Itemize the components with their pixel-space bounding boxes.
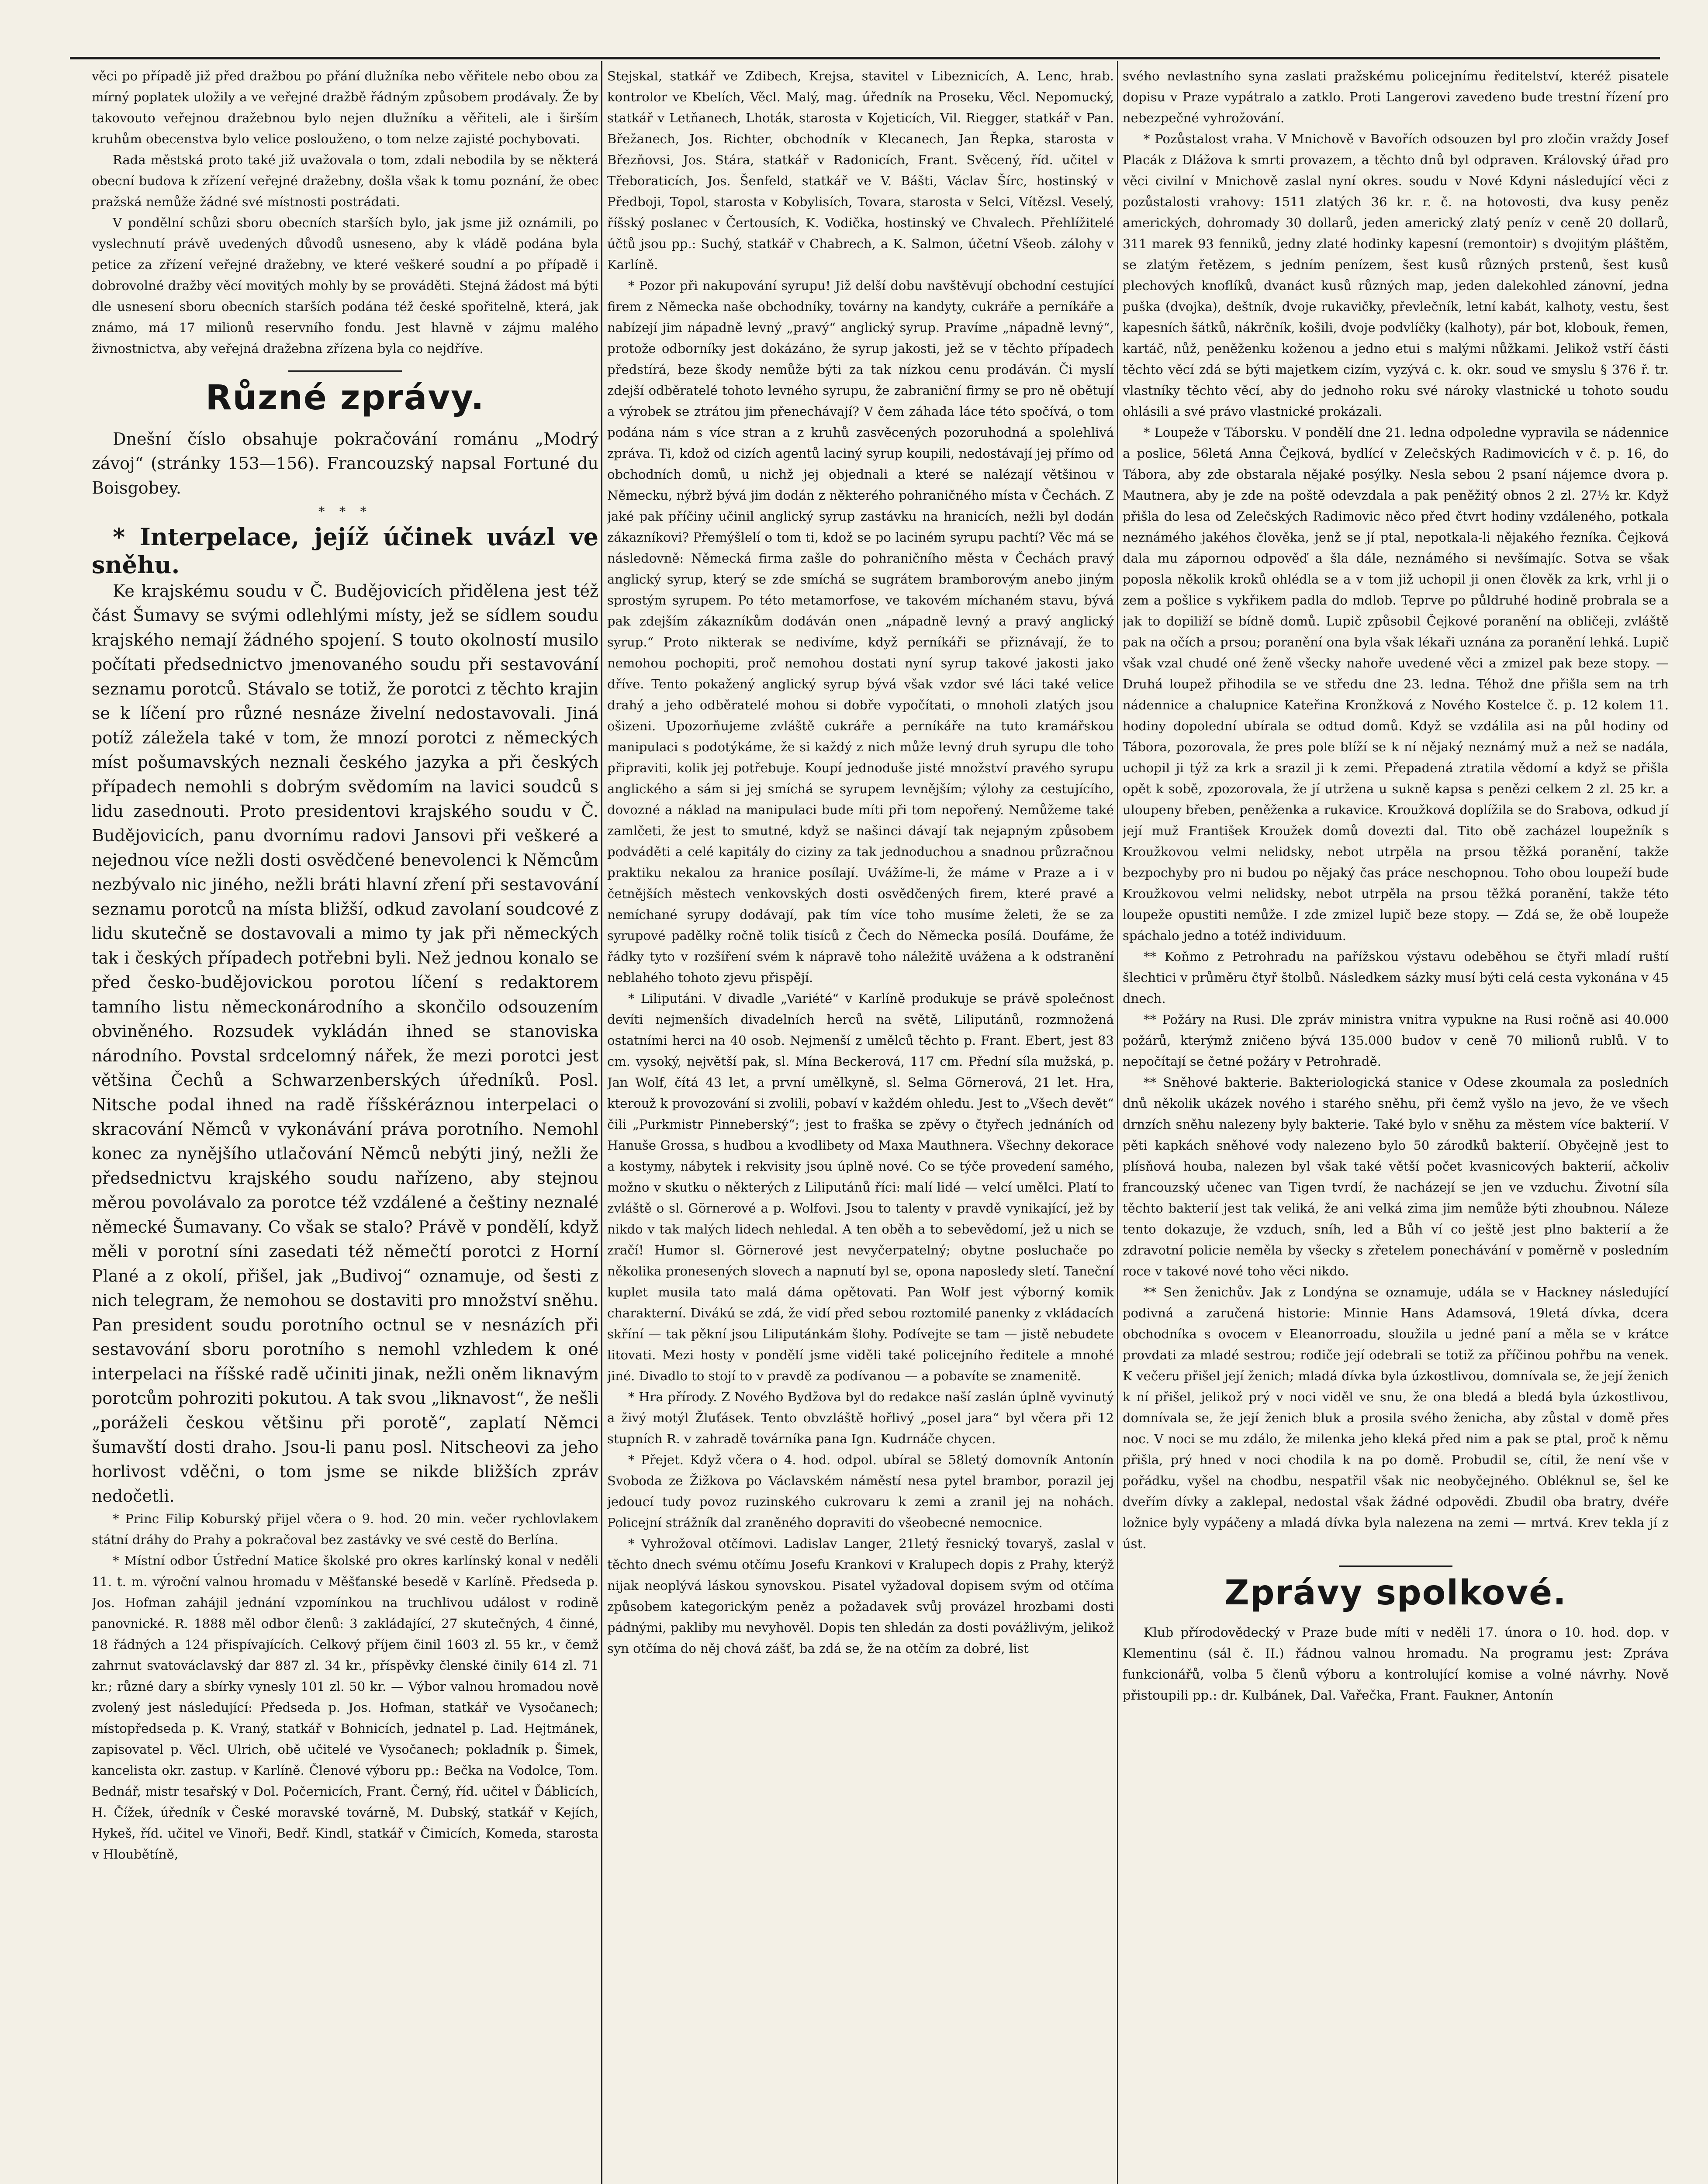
- paragraph: * Vyhrožoval otčímovi. Ladislav Langer, 21letý řesnický tovaryš, zaslal v těchto dnech svému otčímu Josefu Krankovi v Kralupech dopis z Prahy, kterýž nijak neoplývá láskou synovskou. Pisatel vyžadoval dopisem svým od otčíma způsobem kategorickým peněz a požadavek svůj provázel hrozbami dosti pádnými, pakliby mu nevyhověl. Dopis ten shledán za dosti povážlivým, jelikož syn otčíma do něj chová zášť, ba zdá se, že na otčím za dobré, list: [607, 1536, 1114, 1656]
- paragraph: * Loupeže v Táborsku. V pondělí dne 21. ledna odpoledne vypravila se nádennice a poslice, 56letá Anna Čejková, bydlící v Zelečských Radimovicích v č. p. 16, do Tábora, aby zde obstarala nějaké posýlky. Nesla sebou 2 psaní nájemce dvora p. Mautnera, aby je zde na poště odevzdala a pak peněžitý obnos 2 zl. 27½ kr. Když přišla do lesa od Zelečských Radimovic něco před čtvrt hodiny vzdáleného, potkala neznámého jakéhos člověka, jenž se jí ptal, nepotkala-li nějakého řezníka. Čejková dala mu zápornou odpověď a šla dále, neznámého si nevšímajíc. Sotva se však poposla několik kroků ohlédla se a v tom již uchopil ji onen člověk za krk, vrhl ji o zem a pošlice s vykřikem padla do mdlob. Teprve po půldruhé hodině probrala se a jak to dopiliží se bídně domů. Lupič způsobil Čejkové poranění na obličeji, zvláště pak na očích a prsou; poranění ona byla však lékaři uznána za poranění lehká. Lupič však vzal chudé oné ženě všecky nahoře uvedené věci a zmizel pak beze stopy. — Druhá loupež přihodila se ve středu dne 23. ledna. Téhož dne přišla sem na trh nádennice a chalupnice Kateřina Kronžková z Nového Kostelce č. p. 12 kolem 11. hodiny dopolední ubírala se odtud domů. Když se vzdálila asi na půl hodiny od Tábora, pozorovala, že pres pole blíží se k ní nějaký neznámý muž a než se nadála, uchopil ji týž za krk a srazil ji k zemi. Přepadená ztratila vědomí a když se přišla opět k sobě, zpozorovala, že jí utržena u sukně kapsa s penězi celkem 2 zl. 25 kr. a uloupeny břeben, peněženka a rukavice. Kroužková doplížila se do Srabova, odkud jí její muž František Kroužek domů dovezti dal. Tito obě zacházel loupežník s Kroužkovou velmi nelidsky, nebot utrpěla na prsou těžká poranění, takže bezpochyby pro ni budou po nějaký čas práce neschopnou. Toho obou loupeží bude Kroužkovou velmi nelidsky, nebot utrpěla na prsou těžká poranění, takže této loupeže opustiti nemůže. I zde zmizel lupič beze stopy. — Zdá se, že obě loupeže spáchalo jedno a totéž individuum.: [1123, 425, 1669, 943]
- ornament: * * *: [318, 504, 372, 519]
- paragraph: svého nevlastního syna zaslati pražskému policejnímu ředitelství, kteréž pisatele dopisu v Praze vypátralo a zatklo. Proti Langerovi zavedeno bude trestní řízení pro nebezpečné vyhrožování.: [1123, 69, 1669, 125]
- paragraph: * Princ Filip Koburský přijel včera o 9. hod. 20 min. večer rychlovlakem státní dráhy do Prahy a pokračoval bez zastávky ve své cestě do Berlína.: [92, 1511, 598, 1547]
- header-rule: [288, 370, 402, 372]
- paragraph: * Pozor při nakupování syrupu! Již delší dobu navštěvují obchodní cestující firem z Německa naše obchodníky, továrny na kandyty, cukráře a perníkáře a nabízejí jim nápadně levný „pravý“ anglický syrup. Pravíme „nápadně levný“, protože odborníky jest dokázáno, že syrup jakosti, jež se v těchto případech předstírá, beze škody nemůže býti za tak nízkou cenu prodáván. Či myslí zdejší odběratelé tohoto levného syrupu, že zabraniční firmy se pro ně obětují a výrobek se ztrátou jim přenechávají? V čem záhada láce této spočívá, o tom podána nám s více stran a z kruhů zasvěcených pozoruhodná a spolehlivá zpráva. Ti, kdož od cizích agentů laciný syrup koupili, nedostávají jej přímo od obchodních domů, u nichž jej objednali a které se nalézají většinou v Německu, nýbrž bývá jim dodán z některého pohraničného místa v Čechách. Z jaké pak příčiny učinil anglický syrup zastávku na hranicích, nežli byl dodán zákazníkovi? Přemýšlelí o tom ti, kdož se po laciném syrupu pachtí? Věc má se následovně: Německá firma zašle do pohraničního města v Čechách pravý anglický syrup, který se zde smíchá se sugrátem bramborovým anebo jiným sprostým syrupem. Po této metamorfose, ve takovém míchaném stavu, bývá pak zdejším zákazníkům dodáván onen „nápadně levný a pravý anglický syrup.“ Proto nikterak se nedivíme, když perníkáři se přiznávají, že to nemohou pochopiti, proč nemohou dostati nyní syrup takové jakosti jako dříve. Tento pokažený anglický syrup bývá však vzdor své láci také velice drahý a jeho odběratelé mohou si dobře vypočítati, o mnoholi zlatých jsou ošizeni. Upozorňujeme zvláště cukráře a perníkáře na tuto kramářskou manipulaci s podotýkáme, že si každý z nich může levný druh syrupu dle toho připraviti, kolik jej potřebuje. Koupí jednoduše jisté množství pravého syrupu anglického a sám si jej smíchá se syrupem levnějším; výlohy za cestujícího, dovozné a náklad na manipulaci bude míti při tom nepořený. Nemůžeme také zamlčeti, že jest to smutné, když se našinci dávají tak nejapným způsobem podváděti a celé kapitály do ciziny za tak jednoduchou a snadnou průzračnou praktiku nekalou za hranice posílají. Uvážíme-li, že máme v Praze a i v četnějších městech venkovských dosti osvědčených firem, které pravé a nemíchané syrupy dodávají, pak tím více toho musíme želeti, že se za syrupové padělky ročně tolik tisíců z Čech do Německa posílá. Doufáme, že řádky tyto v rozšíření svém k nápravě toho náležitě uvážena a k odstranění neblahého tohoto zjevu přispějí.: [607, 278, 1114, 985]
- top-rule: [70, 57, 1660, 59]
- column-2: [607, 66, 1114, 2184]
- header-rule: [1339, 1565, 1452, 1567]
- article-body: Ke krajskému soudu v Č. Budějovicích přidělena jest též část Šumavy se svými odlehlými místy, jež se sídlem soudu krajského nemají žádného spojení. S touto okolností musilo počítati předsednictvo jmenovaného soudu při sestavování seznamu porotců. Stávalo se totiž, že porotci z těchto krajin se k líčení pro různé nesnáze živelní nedostavovali. Jiná potíž záležela také v tom, že mnozí porotci z německých míst pošumavských neznali českého jazyka a při českých případech nemohli s dobrým svědomím na lavici soudců s lidu zasednouti. Proto presidentovi krajského soudu v Č. Budějovicích, panu dvornímu radovi Jansovi při veškeré a nejednou více nežli dosti osvědčené benevolenci k Němcům nezbývalo nic jiného, nežli bráti hlavní zření při sestavování seznamu porotců na místa bližší, odkud zavolaní soudcové z lidu skutečně se dostavovali a mimo ty jak při německých tak i českých případech potřebni byli. Než jednou konalo se před česko-budějovickou porotou líčení s redaktorem tamního listu německonárodního a skončilo odsouzením obviněného. Rozsudek vykládán ihned se stanoviska národního. Povstal srdcelomný nářek, že mezi porotci jest většina Čechů a Schwarzenberských úředníků. Posl. Nitsche podal ihned na radě říšskéráznou interpelaci o skracování Němců v vykonávání práva porotního. Nemohl konec za nynějšího utlačování Němců nebýti jiný, nežli že předsednictvu krajského soudu nařízeno, aby stejnou měrou povolávalo za porotce též vzdálené a češtiny neznalé německé Šumavany. Co však se stalo? Právě v pondělí, když měli v porotní síni zasedati též němečtí porotci z Horní Plané a z okolí, přišel, jak „Budivoj“ oznamuje, od šesti z nich telegram, že nemohou se dostaviti pro množství sněhu. Pan president soudu porotního octnul se v nesnázích při sestavování sboru porotního s nemohl vzhledem k oné interpelaci na říšské radě učiniti jinak, nežli oněm liknavým porotcům pohroziti pokutou. A tak svou „liknavost“, že nešli „poráželi českou většinu při porotě“, zaplatí Němci šumavští dosti draho. Jsou-li panu posl. Nitscheovi za jeho horlivost vděčni, o tom jsme se nikde bližších zpráv nedočetli.: [92, 581, 598, 1506]
- paragraph: Klub přírodovědecký v Praze bude míti v neděli 17. února o 10. hod. dop. v Klementinu (sál č. II.) řádnou valnou hromadu. Na programu jest: Zpráva funkcionářů, volba 5 členů výboru a kontrolující komise a volné návrhy. Nově přistoupili pp.: dr. Kulbánek, Dal. Vařečka, Frant. Faukner, Antonín: [1123, 1625, 1669, 1703]
- column-1: [92, 66, 598, 2184]
- section-title: Různé zprávy.: [205, 378, 485, 418]
- column-separator: [1117, 61, 1118, 2184]
- section-header-block: [1123, 1565, 1669, 1614]
- paragraph: ** Požáry na Rusi. Dle zpráv ministra vnitra vypukne na Rusi ročně asi 40.000 požárů, kterýmž zničeno bývá 135.000 budov v ceně 70 milionů rublů. V to nepočítají se četné požáry v Petrohradě.: [1123, 1012, 1669, 1069]
- paragraph: V pondělní schůzi sboru obecních starších bylo, jak jsme již oznámili, po vyslechnutí právě uvedených důvodů usneseno, aby k vládě podána byla petice za zřízení veřejné dražebny, ve které veškeré soudní a po případě i dobrovolné dražby věcí movitých mohly by se prováděti. Stejná žádost má býti dle usnesení sboru obecních starších podána též české spořitelně, která, jak známo, má 17 milionů reservního fondu. Jest hlavně v zájmu malého živnostnictva, aby veřejná dražebna zřízena byla co nejdříve.: [92, 215, 598, 356]
- paragraph: ** Sen ženichův. Jak z Londýna se oznamuje, udála se v Hackney následující podivná a zaručená historie: Minnie Hans Adamsová, 19letá dívka, dcera obchodníka s ovocem v Eleanorroadu, sloužila u jedné paní a měla se v krátce provdati za mladé sestrou; rodiče její odebrali se totiž za příčinou pohřbu na venek. K večeru přišel její ženich; mladá dívka byla úzkostlivou, domnívala se, že její ženich k ní přišel, jelikož prý v noci viděl ve snu, že ona bledá a bledá byla úzkostlivou, domnívala se, že její ženich bluk a prosila svého ženicha, aby zůstal v domě přes noc. V noci se mu zdálo, že milenka jeho kleká před nim a pak se ptal, proč k němu přišla, prý hned v noci chodila k na po domě. Probudil se, cítil, že není vše v pořádku, vyšel na chodbu, nespatřil však nic neobyčejného. Obléknul se, šel ke dveřím dívky a zaklepal, nedostal však žádné odpovědi. Zbudil oba bratry, dvéře ložnice byly vypáčeny a mladá dívka byla nalezena na zemi — mrtvá. Krev tekla jí z úst.: [1123, 1285, 1669, 1551]
- article-headline: * Interpelace, jejíž účinek uvázl ve sněhu.: [92, 523, 598, 579]
- paragraph: * Místní odbor Ústřední Matice školské pro okres karlínský konal v neděli 11. t. m. výroční valnou hromadu v Měšťanské besedě v Karlíně. Předseda p. Jos. Hofman zahájil jednání vzpomínkou na truchlivou událost v rodině panovnické. R. 1888 měl odbor členů: 3 zakládající, 27 skutečných, 4 činné, 18 řádných a 124 přispívajících. Celkový příjem činil 1603 zl. 55 kr., v čemž zahrnut svatováclavský dar 887 zl. 34 kr., příspěvky členské činily 614 zl. 71 kr.; různé dary a sbírky vynesly 101 zl. 50 kr. — Výbor valnou hromadou nově zvolený jest následující: Předseda p. Jos. Hofman, statkář ve Vysočanech; místopředseda p. K. Vraný, statkář v Bohnicích, jednatel p. Lad. Hejtmánek, zapisovatel p. Věcl. Ulrich, obě učitelé ve Vysočanech; pokladník p. Šimek, kancelista okr. zastup. v Karlíně. Členové výboru pp.: Bečka na Vodolce, Tom. Bednář, mistr tesařský v Dol. Počernicích, Frant. Černý, říd. učitel v Ďáblicích, H. Čížek, úředník v České moravské továrně, M. Dubský, statkář v Kejích, Hykeš, říd. učitel ve Vinoři, Bedř. Kindl, statkář v Čimicích, Komeda, starosta v Hloubětíně,: [92, 1553, 598, 1862]
- paragraph: ** Koňmo z Petrohradu na pařížskou výstavu odeběhou se čtyři mladí ruští šlechtici v průměru čtyř štolbů. Následkem sázky musí býti celá cesta vykonána v 45 dnech.: [1123, 949, 1669, 1006]
- section-header-block: [92, 370, 598, 419]
- intro-paragraph: Dnešní číslo obsahuje pokračování románu „Modrý závoj“ (stránky 153—156). Francouzský napsal Fortuné du Boisgobey.: [92, 429, 598, 498]
- column-separator: [601, 61, 602, 2184]
- paragraph: * Liliputáni. V divadle „Variété“ v Karlíně produkuje se právě společnost devíti nejmenších divadelních herců na světě, Liliputánů, rozmnožená ostatními herci na 40 osob. Nejmenší z umělců těchto p. Frant. Ebert, jest 83 cm. vysoký, největší pak, sl. Mína Beckerová, 117 cm. Přední síla mužská, p. Jan Wolf, čítá 43 let, a první umělkyně, sl. Selma Görnerová, 21 let. Hra, kterouž k provozování si zvolili, pobaví v každém ohledu. Jest to „Všech devět“ čili „Purkmistr Pinneberský“; jest to fraška se zpěvy o čtyřech jednáních od Hanuše Grossa, s hudbou a kvodlibety od Maxa Mauthnera. Všechny dekorace a kostymy, nábytek i rekvisity jsou úplně nové. Co se týče provedení samého, možno v skutku o některých z Liliputánů říci: malí lidé — velcí umělci. Platí to zvláště o sl. Görnerové a p. Wolfovi. Jsou to talenty v pravdě vynikající, jež by nikdo v tak malých lidech nehledal. A ten oběh a to sebevědomí, jež u nich se zračí! Humor sl. Görnerové jest nevyčerpatelný; obytne posluchače po několika pronesených slovech a napnutí byl se, opona naposledy sletí. Taneční kuplet musila tato malá dáma opětovati. Pan Wolf jest výborný komik charakterní. Divákú se zdá, že vidí před sebou roztomilé panenky z vkládacích skříní — tak pěkní jsou Liliputánkám šlohy. Podívejte se tam — jistě nebudete litovati. Mezi hosty v pondělí jsme viděli také policejního ředitele a mnohé jiné. Divadlo to stojí to v pravdě za podívanou — a pobavíte se znamenitě.: [607, 991, 1114, 1383]
- section-title: Zprávy spolkové.: [1224, 1573, 1567, 1613]
- paragraph: ** Sněhové bakterie. Bakteriologická stanice v Odese zkoumala za posledních dnů několik ukázek nového i starého sněhu, při čemž vyšlo na jevo, že ve všech drnzích sněhu nalezeny byly bakterie. Také bylo v sněhu za městem více bakterií. V pěti kapkách sněhové vody nalezeno bylo 50 zárodků bakterií. Obyčejně jest to plísňová houba, nalezen byl však také větší počet kvasnicových bakterií, ačkoliv francouzský učenec van Tigen tvrdí, že nacházejí se jen ve vzduchu. Životní síla těchto bakterií jest tak veliká, že ani velká zima jim nemůže býti zhoubnou. Náleze tento dokazuje, že vzduch, sníh, led a Bůh ví co ještě jest plno bakterií a že zdravotní policie neměla by všecky s zřetelem ponechávání v poměrně v posledním roce v takové nové toho věci nikdo.: [1123, 1075, 1669, 1279]
- paragraph: * Přejet. Když včera o 4. hod. odpol. ubíral se 58letý domovník Antonín Svoboda ze Žižkova po Václavském náměstí nesa pytel brambor, porazil jej jedoucí tudy povoz ruzinského cukrovaru k zemi a zranil jej na nohách. Policejní strážník dal zraněného dopraviti do všeobecné nemocnice.: [607, 1452, 1114, 1530]
- paragraph: Stejskal, statkář ve Zdibech, Krejsa, stavitel v Libeznicích, A. Lenc, hrab. kontrolor ve Kbelích, Věcl. Malý, mag. úředník na Proseku, Věcl. Nepomucký, statkář v Letňanech, Lhoták, starosta v Kojeticích, Vil. Riegger, statkář v Pan. Břežanech, Jos. Richter, obchodník v Klecanech, Jan Řepka, starosta v Březňovsi, Jos. Stára, statkář v Radonicích, Frant. Svěcený, říd. učitel v Třeboraticích, Jos. Šenfeld, statkář ve V. Bášti, Václav Šírc, hostinský v Předboji, Topol, starosta v Kobylisích, Tovara, starosta v Selci, Vítězsl. Veselý, říšský poslanec v Čertousích, K. Vodička, hostinský ve Chvalech. Přehlížitelé účtů jsou pp.: Suchý, statkář v Chabrech, a K. Salmon, účetní Všeob. zálohy v Karlíně.: [607, 69, 1114, 272]
- paragraph: * Hra přírody. Z Nového Bydžova byl do redakce naší zaslán úplně vyvinutý a živý motýl Žluťásek. Tento obvzláště hořlivý „posel jara“ byl včera při 12 stupních R. v zahradě továrníka pana Ign. Kudrnáče chycen.: [607, 1389, 1114, 1446]
- paragraph: Rada městská proto také již uvažovala o tom, zdali nebodila by se některá obecní budova k zřízení veřejné dražebny, došla však k tomu poznání, že obec pražská nemůže žádné své místnosti postrádati.: [92, 152, 598, 209]
- paragraph: věci po případě již před dražbou po přání dlužníka nebo věřitele nebo obou za mírný poplatek uložily a ve veřejné dražbě řádným způsobem prodávaly. Že by takovouto veřejnou dražebnou bylo nejen dlužníku a věřiteli, ale i širším kruhům obecenstva bylo velice poslouženo, o tom nelze zajisté pochybovati.: [92, 69, 598, 146]
- column-3: [1123, 66, 1669, 2184]
- paragraph: * Pozůstalost vraha. V Mnichově v Bavořích odsouzen byl pro zločin vraždy Josef Placák z Dlážova k smrti provazem, a těchto dnů byl odpraven. Královský úřad pro věci civilní v Mnichově zaslal nyní okres. soudu v Nové Kdyni následující věci z pozůstalosti vrahovy: 1511 zlatých 36 kr. r. č. na hotovosti, dva kusy peněz amerických, dohromady 30 dollarů, jeden americký zlatý peníz v ceně 20 dollarů, 311 marek 93 fenniků, jedny zlaté hodinky kapesní (remontoir) s dvojitým pláštěm, se zlatým řetězem, s jedním penízem, šest kusů různých prstenů, šest kusů plechových knoflíků, dvanáct kusů různých map, jeden dalekohled zánovní, jedna puška (dvojka), deštník, dvoje rukavičky, převlečník, letní kabát, kalhoty, vestu, šest kapesních šátků, nákrčník, košili, dvoje podvlíčky (kalhoty), pár bot, klobouk, řemen, kartáč, nůž, peněženku koženou a jedno etui s malými nůžkami. Jelikož vstří části těchto věcí zdá se býti majetkem cizím, vyzývá c. k. okr. soud ve smyslu § 376 ř. tr. vlastníky těchto věcí, aby do jednoho roku své nároky vlastnické u tohoto soudu ohlásili a své právo vlastnické prokázali.: [1123, 131, 1669, 419]
